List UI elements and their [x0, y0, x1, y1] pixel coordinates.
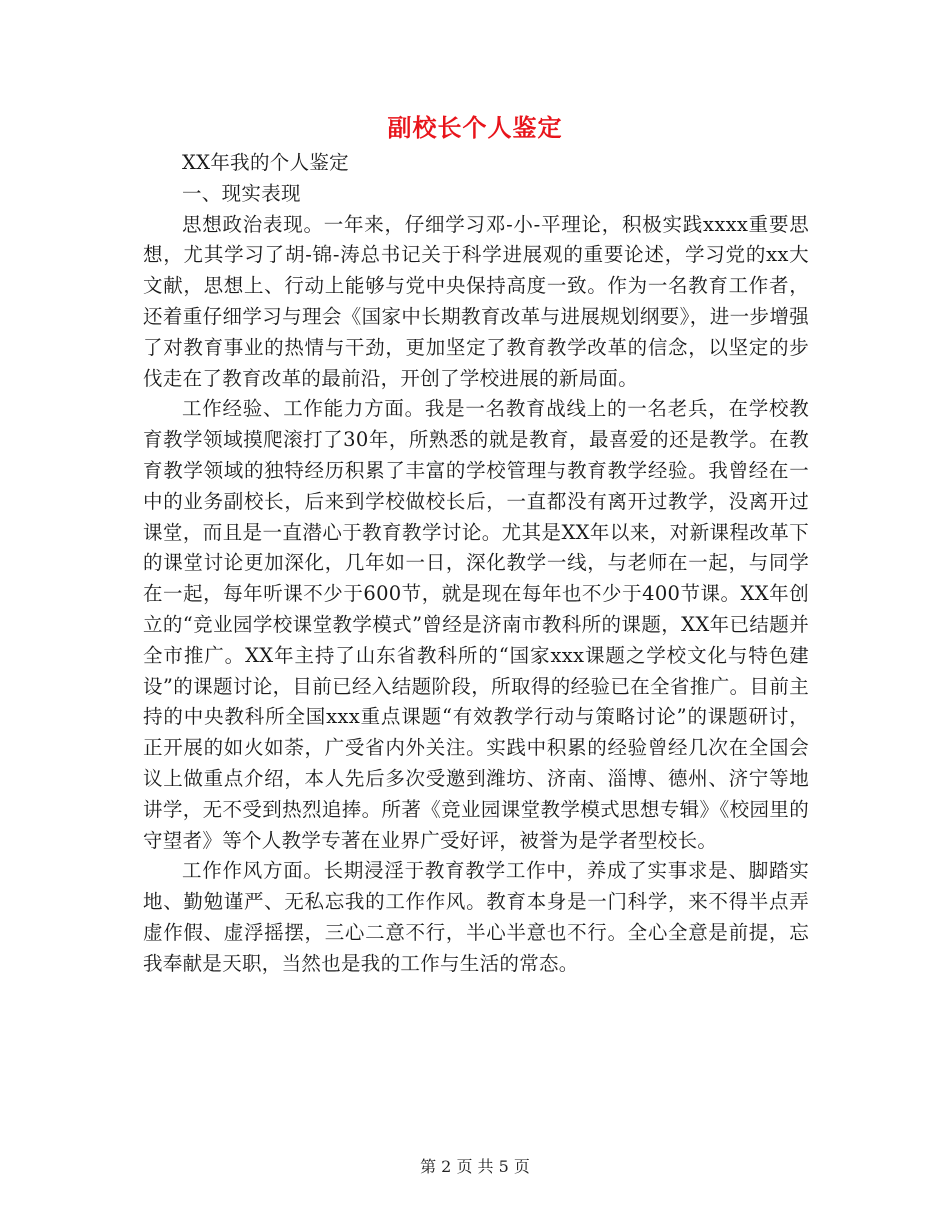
paragraph-experience: 工作经验、工作能力方面。我是一名教育战线上的一名老兵，在学校教育教学领域摸爬滚打了30年，所熟悉的就是教育，最喜爱的还是教学。在教育教学领域的独特经历积累了丰富的学校管理与教育教学经验。我曾经在一中的业务副校长，后来到学校做校长后，一直都没有离开过教学，没离开过课堂，而且是一直潜心于教育教学讨论。尤其是XX年以来，对新课程改革下的课堂讨论更加深化，几年如一日，深化教学一线，与老师在一起，与同学在一起，每年听课不少于600节，就是现在每年也不少于400节课。XX年创立的“竞业园学校课堂教学模式”曾经是济南市教科所的课题，XX年已结题并全市推广。XX年主持了山东省教科所的“国家xxx课题之学校文化与特色建设”的课题讨论，目前已经入结题阶段，所取得的经验已在全省推广。目前主持的中央教科所全国xxx重点课题“有效教学行动与策略讨论”的课题研讨，正开展的如火如荼，广受省内外关注。实践中积累的经验曾经几次在全国会议上做重点介绍，本人先后多次受邀到潍坊、济南、淄博、德州、济宁等地讲学，无不受到热烈追捧。所著《竞业园课堂教学模式思想专辑》《校园里的守望者》等个人教学专著在业界广受好评，被誉为是学者型校长。	[143, 397, 809, 852]
document-body	[143, 148, 809, 980]
page-number-footer: 第 2 页 共 5 页	[420, 1157, 530, 1176]
paragraph-work-style: 工作作风方面。长期浸淫于教育教学工作中，养成了实事求是、脚踏实地、勤勉谨严、无私忘我的工作作风。教育本身是一门科学，来不得半点弄虚作假、虚浮摇摆，三心二意不行，半心半意也不行。全心全意是前提，忘我奉献是天职，当然也是我的工作与生活的常态。	[143, 859, 809, 975]
paragraph-section-heading: 一、现实表现	[182, 181, 301, 205]
document-title: 副校长个人鉴定	[387, 113, 563, 142]
paragraph-political: 思想政治表现。一年来，仔细学习邓-小-平理论，积极实践xxxx重要思想，尤其学习了胡-锦-涛总书记关于科学进展观的重要论述，学习党的xx大文献，思想上、行动上能够与党中央保持高度一致。作为一名教育工作者，还着重仔细学习与理会《国家中长期教育改革与进展规划纲要》，进一步增强了对教育事业的热情与干劲，更加坚定了教育教学改革的信念，以坚定的步伐走在了教育改革的最前沿，开创了学校进展的新局面。	[143, 212, 809, 390]
paragraph-year-heading: XX年我的个人鉴定	[182, 151, 349, 174]
